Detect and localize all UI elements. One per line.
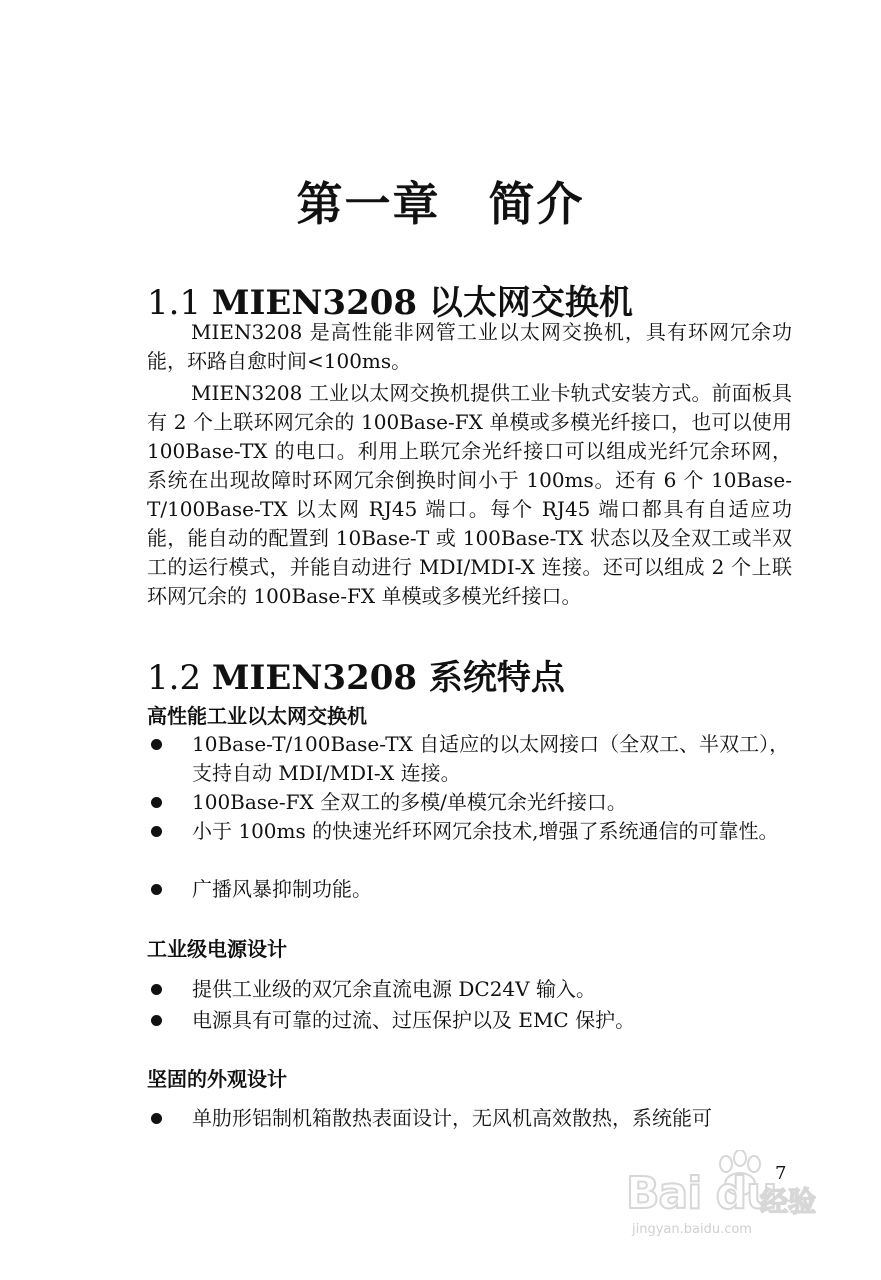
chapter-title: 第一章 简介 <box>296 177 585 231</box>
section-1-paragraph-1: MIEN3208 是高性能非网管工业以太网交换机，具有环网冗余功能，环路自愈时间<100ms。 <box>147 320 792 373</box>
bullet-icon <box>151 1015 162 1026</box>
bullet-icon <box>151 826 162 837</box>
bullet-icon <box>151 884 162 895</box>
section-1-title: MIEN3208 以太网交换机 <box>211 283 633 323</box>
section-2-heading <box>147 650 565 699</box>
bullet-icon <box>151 797 162 808</box>
bullet-icon <box>151 1113 162 1124</box>
list-item-text: 10Base-T/100Base-TX 自适应的以太网接口（全双工、半双工），支持自动 MDI/MDI-X 连接。 <box>192 732 790 785</box>
list-item-text: 提供工业级的双冗余直流电源 DC24V 输入。 <box>192 977 596 1001</box>
list-item-text: 广播风暴抑制功能。 <box>192 877 372 901</box>
feature-group-heading-enclosure: 坚固的外观设计 <box>147 1067 287 1091</box>
section-2-title: MIEN3208 系统特点 <box>211 658 565 698</box>
bullet-icon <box>151 739 162 750</box>
section-1-paragraph-2: MIEN3208 工业以太网交换机提供工业卡轨式安装方式。前面板具有 2 个上联环网冗余的 100Base-FX 单模或多模光纤接口，也可以使用 100Base-TX 的电口。利用上联冗余光纤接口可以组成光纤冗余环网，系统在出现故障时环网冗余倒换时间小于 100ms。还有 6 个 10Base-T/100Base-TX 以太网 RJ45 端口。每个 RJ45 端口都具有自适应功能，能自动的配置到 10Base-T 或 100Base-TX 状态以及全双工或半双工的运行模式，并能自动进行 MDI/MDI-X 连接。还可以组成 2 个上联环网冗余的 100Base-FX 单模或多模光纤接口。 <box>147 381 792 608</box>
section-2-number: 1.2 <box>147 658 202 698</box>
section-1-heading <box>147 275 633 324</box>
list-item-text: 单肋形铝制机箱散热表面设计，无风机高效散热，系统能可 <box>192 1106 712 1130</box>
feature-group-heading-performance: 高性能工业以太网交换机 <box>147 704 367 728</box>
feature-group-heading-power: 工业级电源设计 <box>147 937 287 961</box>
watermark-brand: Bai du <box>626 1168 777 1219</box>
page-number: 7 <box>775 1163 787 1184</box>
watermark-url: jingyan.baidu.com <box>632 1222 752 1237</box>
section-1-number: 1.1 <box>147 283 202 323</box>
baidu-jingyan-watermark <box>620 1150 840 1250</box>
watermark-sub: 经验 <box>760 1185 817 1218</box>
list-item-text: 100Base-FX 全双工的多模/单模冗余光纤接口。 <box>192 790 627 814</box>
bullet-icon <box>151 984 162 995</box>
list-item-text: 小于 100ms 的快速光纤环网冗余技术,增强了系统通信的可靠性。 <box>192 819 779 843</box>
list-item-text: 电源具有可靠的过流、过压保护以及 EMC 保护。 <box>192 1008 636 1032</box>
